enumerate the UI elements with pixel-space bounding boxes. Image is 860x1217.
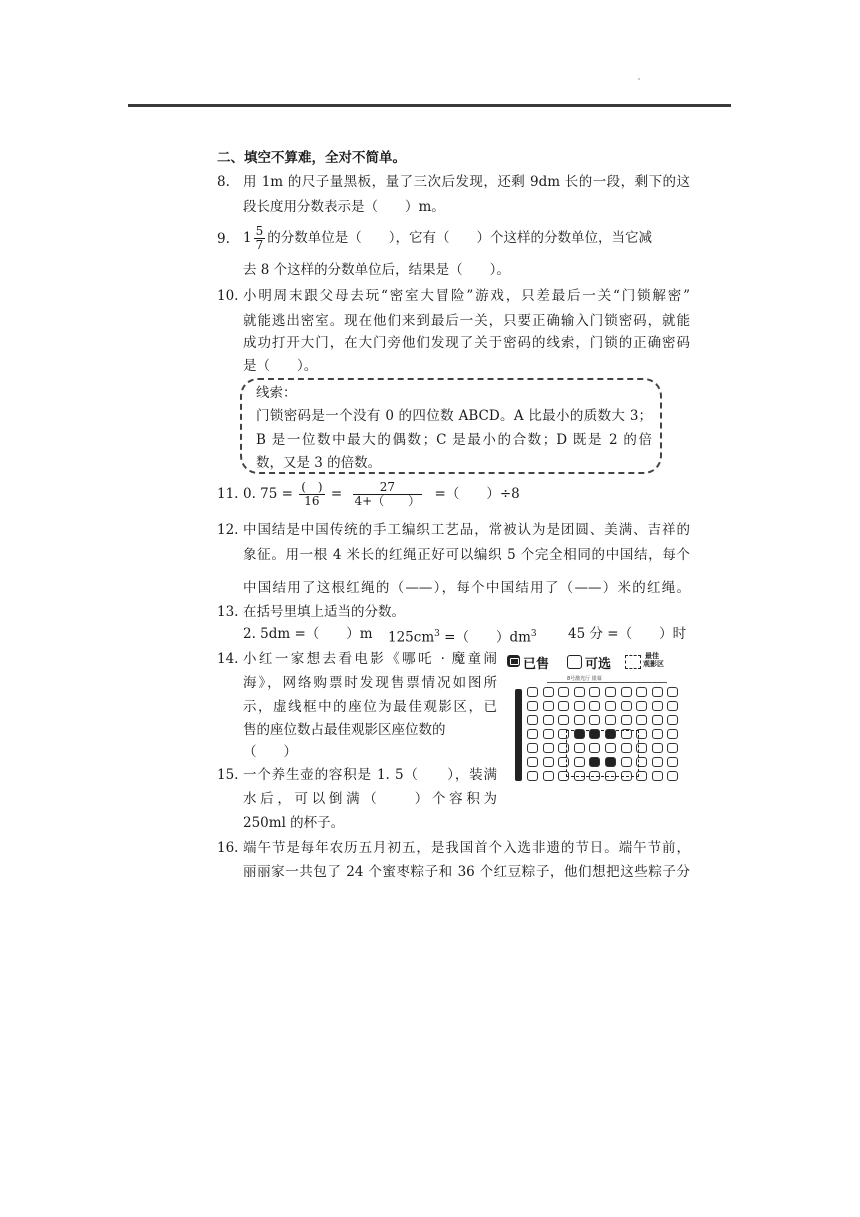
seat-available bbox=[574, 687, 585, 697]
q13-part2-sup2: 3 bbox=[530, 629, 537, 639]
seat-available bbox=[621, 701, 632, 711]
q11-number: 11. bbox=[217, 486, 239, 502]
clue-line2: B 是一位数中最大的偶数；C 是最小的合数；D 既是 2 的倍 bbox=[256, 432, 652, 448]
q10-line1: 小明周末跟父母去玩“密室大冒险”游戏，只差最后一关“门锁解密” bbox=[243, 288, 690, 304]
q12-line2: 象征。用一根 4 米长的红绳正好可以编织 5 个完全相同的中国结，每个 bbox=[243, 547, 690, 563]
available-seat-icon bbox=[567, 655, 582, 669]
q11-fraction-1-denominator: 16 bbox=[304, 494, 320, 508]
q14-line1: 小红一家想去看电影《哪吒 · 魔童闹 bbox=[243, 651, 497, 667]
sold-seat-icon bbox=[507, 655, 520, 667]
seat-available bbox=[527, 715, 538, 725]
q13-part1: 2. 5dm =（ ）m bbox=[243, 626, 373, 642]
best-zone-icon bbox=[625, 655, 641, 669]
seat-available bbox=[667, 743, 678, 753]
q10-line3: 成功打开大门，在大门旁他们发现了关于密码的线索，门锁的正确密码 bbox=[243, 335, 690, 351]
q11-fraction-2-denominator: 4+（ ） bbox=[354, 494, 421, 508]
q9-line1 bbox=[243, 220, 652, 256]
q9-fraction bbox=[254, 225, 266, 252]
seat-available bbox=[652, 701, 663, 711]
q8-number: 8. bbox=[217, 174, 230, 190]
q10-line2: 就能逃出密室。现在他们来到最后一关，只要正确输入门锁密码，就能 bbox=[243, 313, 690, 329]
seat-available bbox=[667, 729, 678, 739]
seat-available bbox=[543, 715, 554, 725]
q14-number: 14. bbox=[217, 651, 239, 667]
q14-line4: 售的座位数占最佳观影区座位数的 bbox=[243, 722, 446, 738]
seat-available bbox=[589, 701, 600, 711]
best-zone-box bbox=[566, 730, 639, 777]
seat-available bbox=[667, 771, 678, 781]
seat-available bbox=[636, 715, 647, 725]
q13-part3: 45 分 =（ ）时 bbox=[568, 626, 687, 642]
seat-chart bbox=[507, 652, 697, 795]
q14-line5: （ ） bbox=[243, 744, 297, 760]
clue-line3: 数，又是 3 的倍数。 bbox=[256, 455, 382, 471]
q10-line4: 是（ ）。 bbox=[243, 358, 318, 374]
q13-part2-sup1: 3 bbox=[434, 629, 440, 639]
seat-available bbox=[621, 687, 632, 697]
seat-available bbox=[667, 715, 678, 725]
seat-available bbox=[574, 701, 585, 711]
legend-best-label-1: 最佳 bbox=[645, 652, 659, 660]
section-title: 二、填空不算难，全对不简单。 bbox=[217, 150, 406, 166]
seat-available bbox=[636, 701, 647, 711]
q11-equation bbox=[243, 474, 520, 514]
legend-free-label: 可选 bbox=[585, 657, 612, 672]
q11-decimal: 0. 75 = bbox=[243, 486, 293, 502]
q12-line1: 中国结是中国传统的手工编织工艺品，常被认为是团圆、美满、吉祥的 bbox=[243, 522, 690, 538]
screen-line bbox=[547, 682, 667, 683]
q16-number: 16. bbox=[217, 840, 239, 856]
seat-available bbox=[543, 701, 554, 711]
clue-line1: 门锁密码是一个没有 0 的四位数 ABCD。A 比最小的质数大 3； bbox=[256, 408, 652, 424]
q15-line1: 一个养生壶的容积是 1. 5（ ），装满 bbox=[243, 767, 497, 783]
seat-available bbox=[652, 757, 663, 767]
clue-title: 线索： bbox=[256, 385, 297, 401]
seat-available bbox=[605, 715, 616, 725]
aisle-bar bbox=[515, 689, 522, 781]
q11-equals: = bbox=[330, 486, 343, 502]
q11-tail: =（ ）÷8 bbox=[434, 486, 520, 502]
legend-best-label-2: 观影区 bbox=[643, 660, 664, 668]
seat-available bbox=[527, 771, 538, 781]
q9-line1-text: 的分数单位是（ ），它有（ ）个这样的分数单位，当它减 bbox=[267, 230, 652, 246]
seat-available bbox=[543, 687, 554, 697]
q12-line3: 中国结用了这根红绳的（——），每个中国结用了（——）米的红绳。 bbox=[243, 580, 690, 596]
seat-available bbox=[558, 715, 569, 725]
seat-available bbox=[543, 743, 554, 753]
q13-part2 bbox=[388, 624, 537, 648]
header-rule bbox=[128, 104, 731, 107]
seat-available bbox=[543, 729, 554, 739]
seat-available bbox=[574, 715, 585, 725]
q16-line2: 丽丽家一共包了 24 个蜜枣粽子和 36 个红豆粽子，他们想把这些粽子分 bbox=[243, 864, 690, 880]
q9-fraction-numerator: 5 bbox=[255, 224, 264, 238]
seat-available bbox=[527, 701, 538, 711]
legend-sold-label: 已售 bbox=[523, 657, 550, 672]
q15-line3: 250ml 的杯子。 bbox=[243, 815, 345, 831]
seat-available bbox=[667, 701, 678, 711]
seat-available bbox=[558, 701, 569, 711]
q11-fraction-2-numerator: 27 bbox=[353, 481, 423, 495]
q9-mixed-whole: 1 bbox=[243, 230, 252, 246]
q11-fraction-1 bbox=[299, 481, 324, 508]
q11-fraction-2 bbox=[353, 481, 423, 508]
seat-available bbox=[652, 715, 663, 725]
seat-available bbox=[589, 687, 600, 697]
seat-available bbox=[527, 757, 538, 767]
seat-available bbox=[605, 687, 616, 697]
seat-available bbox=[621, 715, 632, 725]
seat-available bbox=[667, 757, 678, 767]
q13-part2-b: =（ ）dm bbox=[439, 629, 531, 646]
q14-line3: 示，虚线框中的座位为最佳观影区，已 bbox=[243, 699, 497, 715]
seat-available bbox=[652, 729, 663, 739]
q9-line2: 去 8 个这样的分数单位后，结果是（ ）。 bbox=[243, 262, 510, 278]
scan-speck bbox=[638, 78, 640, 80]
seat-available bbox=[605, 701, 616, 711]
q15-line2: 水后，可以倒满（ ）个容积为 bbox=[243, 791, 497, 807]
seat-available bbox=[543, 771, 554, 781]
screen-label: 8号激光厅 银幕 bbox=[567, 676, 602, 682]
q9-fraction-denominator: 7 bbox=[255, 238, 264, 252]
q13-number: 13. bbox=[217, 604, 239, 620]
q8-line2: 段长度用分数表示是（ ）m。 bbox=[243, 199, 445, 215]
seat-available bbox=[652, 771, 663, 781]
seat-available bbox=[527, 687, 538, 697]
q9-number: 9. bbox=[217, 231, 230, 247]
seat-available bbox=[527, 729, 538, 739]
seat-available bbox=[558, 687, 569, 697]
q12-number: 12. bbox=[217, 522, 239, 538]
q15-number: 15. bbox=[217, 767, 239, 783]
seat-available bbox=[636, 687, 647, 697]
q13-line1: 在括号里填上适当的分数。 bbox=[243, 604, 405, 620]
q14-line2: 海》，网络购票时发现售票情况如图所 bbox=[243, 675, 497, 691]
seat-available bbox=[652, 743, 663, 753]
q11-fraction-1-numerator: ( ) bbox=[301, 480, 323, 494]
seat-available bbox=[667, 687, 678, 697]
seat-available bbox=[543, 757, 554, 767]
seat-available bbox=[589, 715, 600, 725]
q16-line1: 端午节是每年农历五月初五，是我国首个入选非遗的节日。端午节前， bbox=[243, 840, 690, 856]
q13-part2-a: 125cm bbox=[388, 629, 435, 646]
seat-available bbox=[527, 743, 538, 753]
q10-number: 10. bbox=[217, 288, 239, 304]
q8-line1: 用 1m 的尺子量黑板，量了三次后发现，还剩 9dm 长的一段，剩下的这 bbox=[243, 174, 690, 190]
seat-available bbox=[652, 687, 663, 697]
